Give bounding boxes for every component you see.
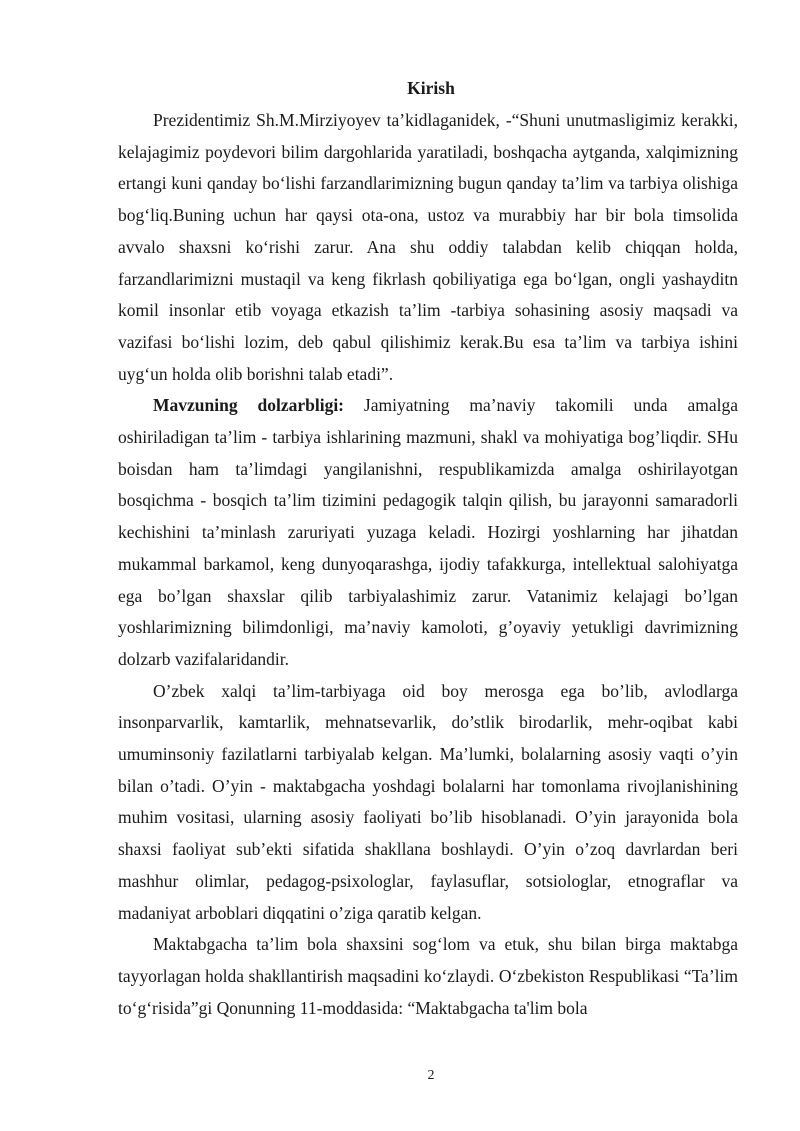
- body-text: [118, 105, 738, 1024]
- paragraph-2-lead: Mavzuning dolzarbligi:: [153, 395, 345, 416]
- paragraph-3: [118, 676, 738, 930]
- paragraph-4-text: Maktabgacha ta’lim bola shaxsini sog‘lom va etuk, shu bilan birga maktabga tayyorlagan holda shakllantirish maqsadini ko‘zlaydi. O‘zbekiston Respublikasi “Ta’lim to‘g‘risida”gi Qonunning 11-moddasida: “Maktabgacha ta'lim bola: [118, 934, 738, 1018]
- page-number: 2: [427, 1068, 435, 1083]
- paragraph-4: [118, 929, 738, 1024]
- paragraph-2-text: Jamiyatning ma’naviy takomili unda amalga oshiriladigan ta’lim - tarbiya ishlarining mazmuni, shakl va mohiyatiga bog’liqdir. SHu boisdan ham ta’limdagi yangilanishni, respublikamizda amalga oshirilayotgan bosqichma - bosqich ta’lim tizimini pedagogik talqin qilish, bu jarayonni samaradorli kechishini ta’minlash zaruriyati yuzaga keladi. Hozirgi yoshlarning har jihatdan mukammal barkamol, keng dunyoqarashga, ijodiy tafakkurga, intellektual salohiyatga ega bo’lgan shaxslar qilib tarbiyalashimiz zarur. Vatanimiz kelajagi bo’lgan yoshlarimizning bilimdonligi, ma’naviy kamoloti, g’oyaviy yetukligi davrimizning dolzarb vazifalaridandir.: [118, 395, 738, 669]
- paragraph-1-text: Prezidentimiz Sh.M.Mirziyoyev ta’kidlaganidek, -“Shuni unutmasligimiz kerakki, kelajagimiz poydevori bilim dargohlarida yaratiladi, boshqacha aytganda, xalqimizning ertangi kuni qanday bo‘lishi farzandlarimizning bugun qanday ta’lim va tarbiya olishiga bog‘liq.Buning uchun har qaysi ota-ona, ustoz va murabbiy har bir bola timsolida avvalo shaxsni ko‘rishi zarur. Ana shu oddiy talabdan kelib chiqqan holda, farzandlarimizni mustaqil va keng fikrlash qobiliyatiga ega bo‘lgan, ongli yashayditn komil insonlar etib voyaga etkazish ta’lim -tarbiya sohasining asosiy maqsadi va vazifasi bo‘lishi lozim, deb qabul qilishimiz kerak.Bu esa ta’lim va tarbiya ishini uyg‘un holda olib borishni talab etadi”.: [118, 110, 738, 384]
- paragraph-1: [118, 105, 738, 390]
- page-title: Kirish: [407, 78, 455, 98]
- paragraph-3-text: O’zbek xalqi ta’lim-tarbiyaga oid boy merosga ega bo’lib, avlodlarga insonparvarlik, kamtarlik, mehnatsevarlik, do’stlik birodarlik, mehr-oqibat kabi umuminsoniy fazilatlarni tarbiyalab kelgan. Ma’lumki, bolalarning asosiy vaqti o’yin bilan o’tadi. O’yin - maktabgacha yoshdagi bolalarni har tomonlama rivojlanishining muhim vositasi, ularning asosiy faoliyati bo’lib hisoblanadi. O’yin jarayonida bola shaxsi faoliyat sub’ekti sifatida shakllana boshlaydi. O’yin o’zoq davrlardan beri mashhur olimlar, pedagog-psixologlar, faylasuflar, sotsiologlar, etnograflar va madaniyat arboblari diqqatini o’ziga qaratib kelgan.: [118, 680, 738, 923]
- paragraph-2: [118, 390, 738, 675]
